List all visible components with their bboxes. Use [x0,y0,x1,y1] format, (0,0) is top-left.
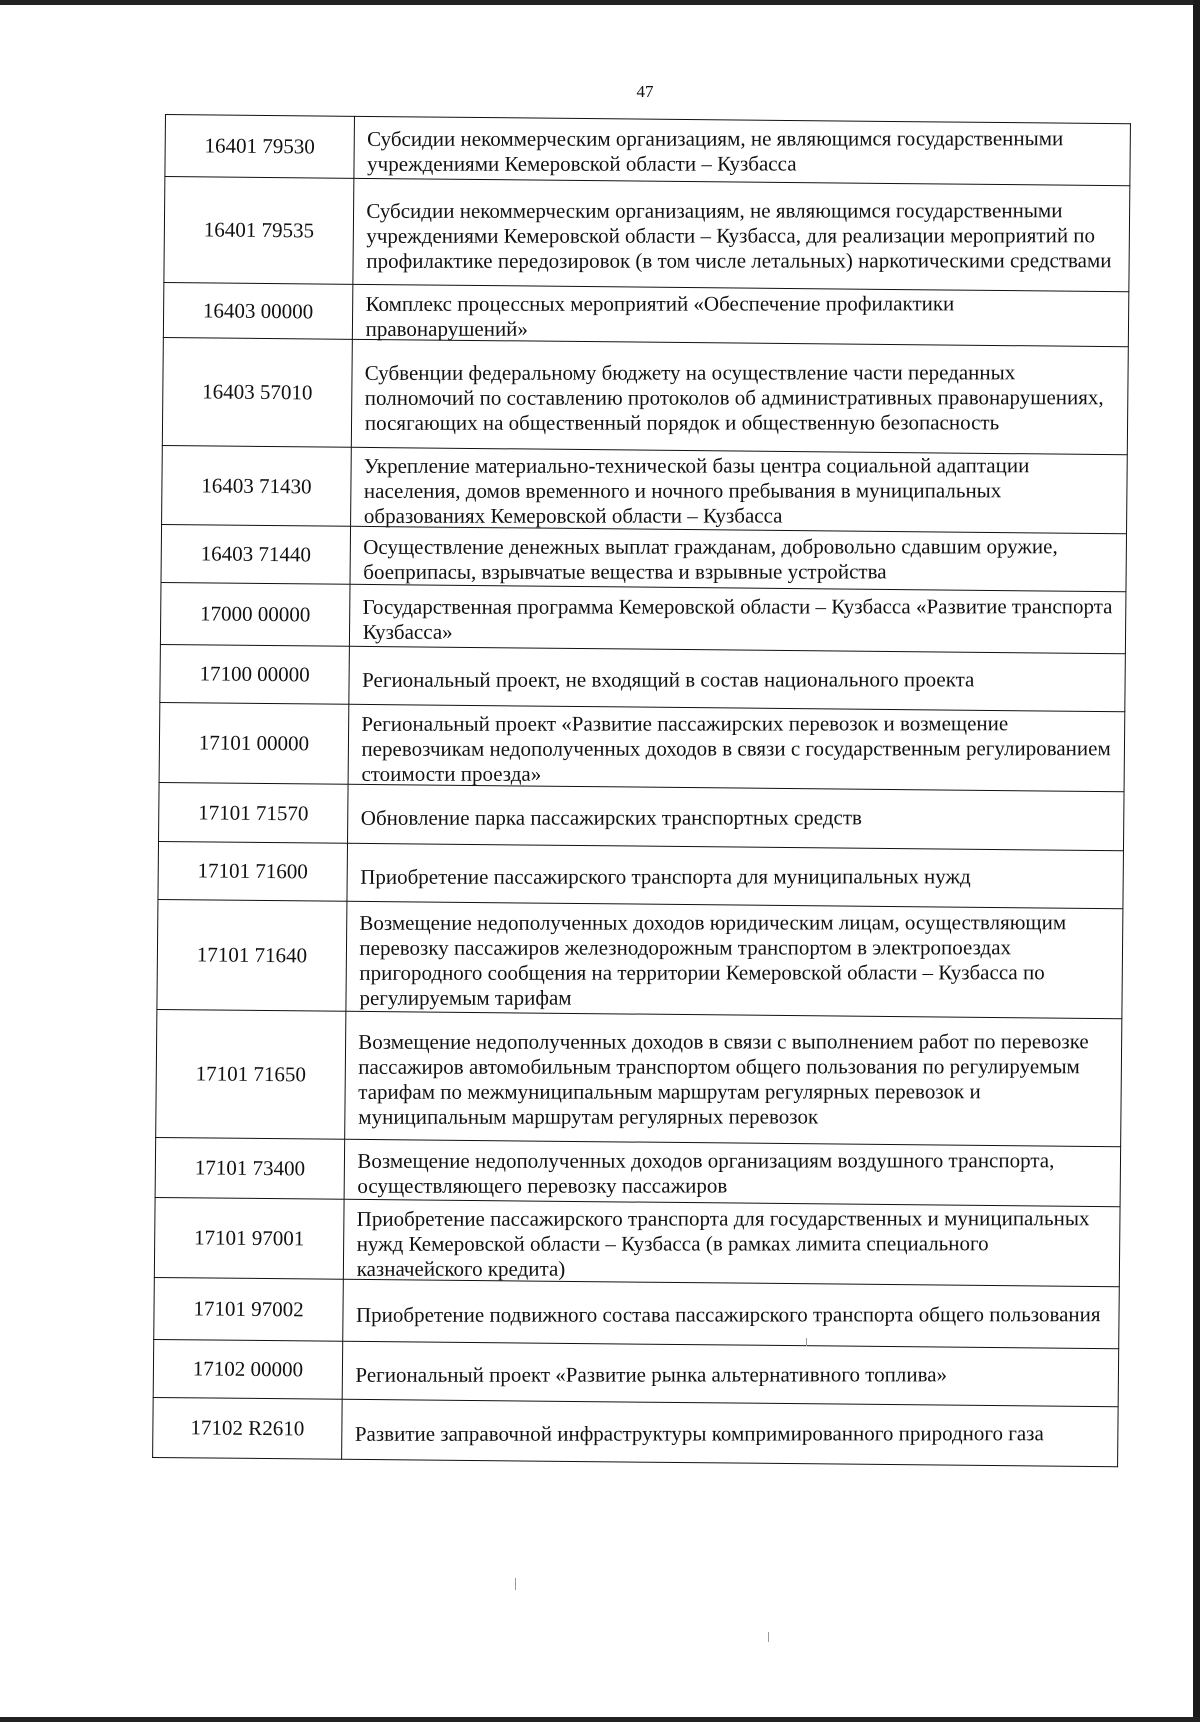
row-code: 17102 R2610 [153,1397,343,1459]
row-code: 17101 00000 [159,702,349,784]
table-row [156,1009,1122,1146]
table-row [154,1277,1120,1348]
row-description: Субсидии некоммерческим организациям, не являющимся государственными учреждениями Кемеровской области – Кузбасса, для реализации мероприятий по профилактике передозировок (в том числе летальных) наркотическими средствами [353,182,1129,289]
row-code: 16403 71430 [162,445,352,526]
table-row [159,702,1125,791]
scan-artifact [515,1578,516,1590]
table-row [165,115,1131,186]
table-row [160,582,1126,653]
row-code: 17101 97002 [154,1277,344,1341]
row-code: 17101 71640 [157,899,347,1011]
row-description: Развитие заправочной инфраструктуры компримированного природного газа [342,1403,1118,1464]
row-description: Обновление парка пассажирских транспортных средств [348,788,1124,848]
row-description: Приобретение пассажирского транспорта для муниципальных нужд [347,847,1123,906]
page-number: 47 [636,82,654,101]
scan-edge-right [1193,0,1200,1722]
scan-artifact [768,1632,769,1642]
row-code: 16401 79535 [164,177,354,285]
row-description: Возмещение недополученных доходов организациям воздушного транспорта, осуществляющего перевозку пассажиров [344,1143,1120,1204]
row-description: Субвенции федеральному бюджету на осуществление части переданных полномочий по составлению протоколов об административных правонарушениях, посягающих на общественный порядок и общественную безопасность [352,343,1128,452]
scan-edge-top [0,0,1200,5]
row-code: 17101 97001 [154,1197,344,1279]
table-row [159,782,1125,850]
row-code: 17101 71600 [158,841,348,901]
row-description: Приобретение пассажирского транспорта для государственных и муниципальных нужд Кемеровской области – Кузбасса (в рамках лимита специального казначейского кредита) [344,1203,1120,1284]
row-description: Комплекс процессных мероприятий «Обеспечение профилактики правонарушений» [353,288,1129,344]
row-description: Возмещение недополученных доходов в связи с выполнением работ по перевозке пассажиров автомобильным транспортом общего пользования по регулируемым тарифам по межмуниципальным маршрутам регулярных перевозок и муниципальным маршрутам регулярных перевозок [345,1015,1121,1144]
row-description: Осуществление денежных выплат гражданам, добровольно сдавшим оружие, боеприпасы, взрывчатые вещества и взрывные устройства [350,530,1126,589]
table-row [164,177,1130,292]
row-code: 17100 00000 [160,644,350,704]
row-code: 17101 71570 [159,782,349,843]
table-row [158,841,1124,908]
row-code: 17102 00000 [153,1339,343,1399]
row-description: Укрепление материально-технической базы центра социальной адаптации населения, домов временного и ночного пребывания в муниципальных образованиях Кемеровской области – Кузбасса [351,451,1127,531]
row-description: Региональный проект «Развитие пассажирских перевозок и возмещение перевозчикам недополученных доходов в связи с государственным регулированием стоимости проезда» [348,708,1124,789]
row-code: 16403 00000 [163,282,353,339]
table-row [154,1197,1120,1286]
row-code: 16403 57010 [162,337,352,447]
row-code: 16401 79530 [165,115,355,179]
row-code: 17101 71650 [156,1009,346,1139]
row-code: 17000 00000 [160,582,350,646]
row-description: Государственная программа Кемеровской области – Кузбасса «Развитие транспорта Кузбасса» [350,588,1126,651]
table-row [153,1397,1119,1466]
row-description: Возмещение недополученных доходов юридическим лицам, осуществляющим перевозку пассажиров железнодорожным транспортом в электропоездах пригородного сообщения на территории Кемеровской области – Кузбасса по регулируемым тарифам [346,905,1122,1016]
table-row [162,445,1128,533]
table-row [161,524,1127,591]
scan-edge-bottom [0,1717,1200,1722]
table-row [155,1137,1121,1206]
table-row [157,899,1123,1018]
row-description: Приобретение подвижного состава пассажирского транспорта общего пользования [343,1283,1119,1346]
row-code: 16403 71440 [161,524,351,584]
row-description: Региональный проект «Развитие рынка альтернативного топлива» [342,1345,1118,1404]
row-description: Субсидии некоммерческим организациям, не являющимся государственными учреждениями Кемеровской области – Кузбасса [354,120,1130,183]
row-code: 17101 73400 [155,1137,345,1199]
table-row [153,1339,1119,1406]
row-description: Региональный проект, не входящий в состав национального проекта [349,650,1125,709]
table-row [162,337,1128,454]
table-row [163,282,1128,346]
budget-classification-table [152,114,1131,1467]
scan-artifact [806,1338,807,1346]
table-row [160,644,1126,711]
